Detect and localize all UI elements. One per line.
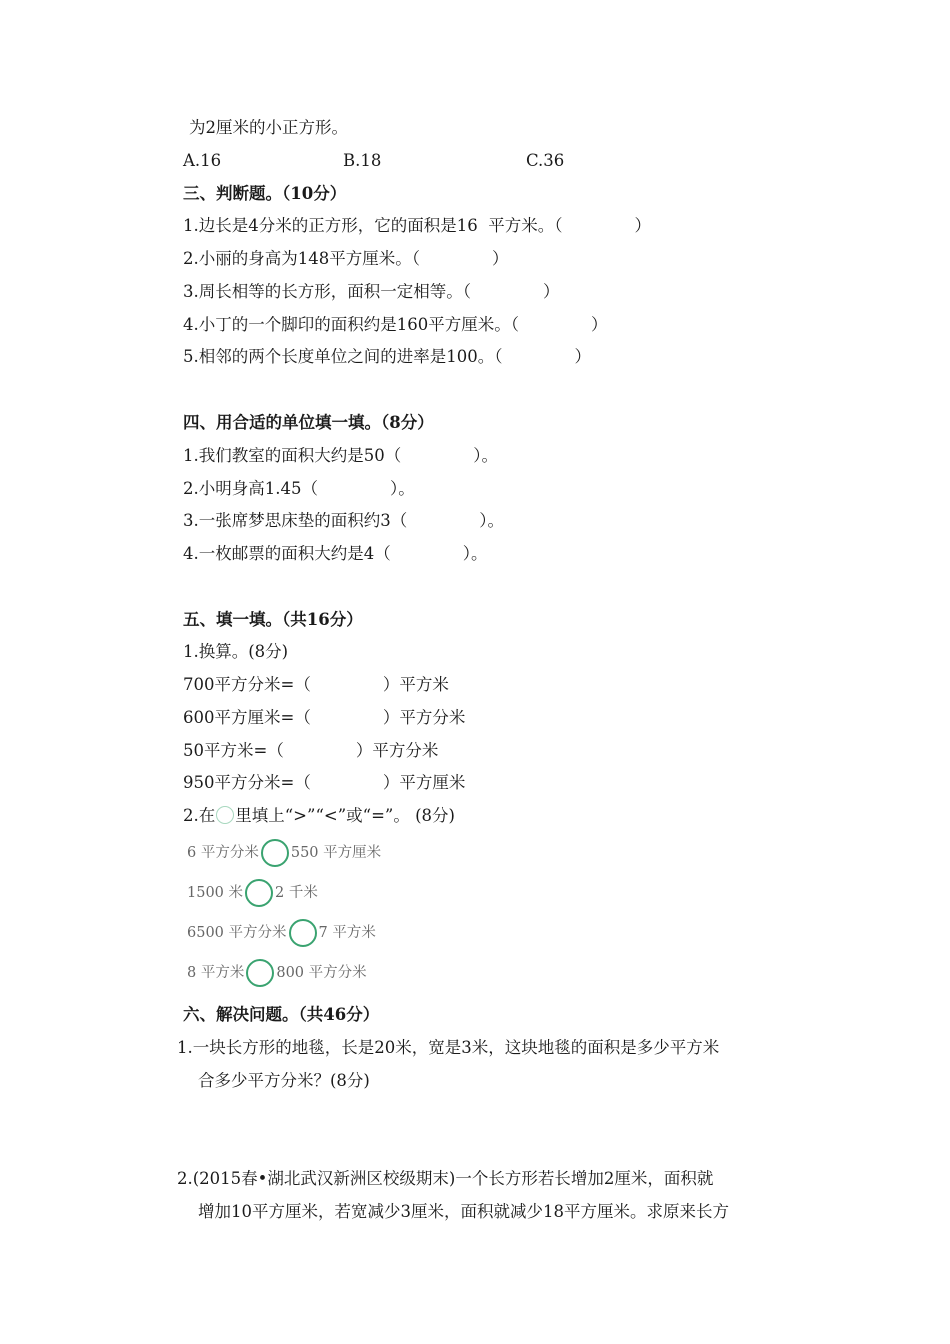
judge-item-3: 3.周长相等的长方形，面积一定相等。（ ） <box>183 282 560 301</box>
problem-1-line-1: 1.一块长方形的地毯，长是20米，宽是3米，这块地毯的面积是多少平方米 <box>177 1038 720 1057</box>
judge-item-1: 1.边长是4分米的正方形，它的面积是16 平方米。（ ） <box>183 216 651 235</box>
compare-circle-3[interactable] <box>289 919 317 947</box>
judge-item-5: 5.相邻的两个长度单位之间的进率是100。（ ） <box>183 347 591 366</box>
compare-row-4: 8 平方米 800 平方分米 <box>187 959 367 987</box>
unit-item-2: 2.小明身高1.45（ ）。 <box>183 479 415 498</box>
question-continuation: 为2厘米的小正方形。 <box>189 118 348 137</box>
conversion-heading: 1.换算。(8分) <box>183 642 289 661</box>
compare-circle-4[interactable] <box>246 959 274 987</box>
judge-item-4: 4.小丁的一个脚印的面积约是160平方厘米。（ ） <box>183 315 608 334</box>
section-3-title: 三、判断题。（10分） <box>183 184 347 203</box>
problem-2-line-1: 2.(2015春•湖北武汉新洲区校级期末)一个长方形若长增加2厘米，面积就 <box>177 1169 714 1188</box>
compare-row-2: 1500 米 2 千米 <box>187 879 318 907</box>
section-4-title: 四、用合适的单位填一填。（8分） <box>183 413 434 432</box>
conversion-item-2: 600平方厘米=（ ）平方分米 <box>183 708 466 727</box>
option-b: B.18 <box>343 151 382 170</box>
conversion-item-4: 950平方分米=（ ）平方厘米 <box>183 773 466 792</box>
compare-circle-2[interactable] <box>245 879 273 907</box>
compare-circle-1[interactable] <box>261 839 289 867</box>
option-a: A.16 <box>183 151 222 170</box>
section-6-title: 六、解决问题。（共46分） <box>183 1005 380 1024</box>
option-c: C.36 <box>526 151 565 170</box>
unit-item-1: 1.我们教室的面积大约是50（ ）。 <box>183 446 498 465</box>
unit-item-4: 4.一枚邮票的面积大约是4（ ）。 <box>183 544 488 563</box>
conversion-item-1: 700平方分米=（ ）平方米 <box>183 675 449 694</box>
compare-row-3: 6500 平方分米 7 平方米 <box>187 919 376 947</box>
unit-item-3: 3.一张席梦思床垫的面积约3（ ）。 <box>183 511 504 530</box>
conversion-item-3: 50平方米=（ ）平方分米 <box>183 741 439 760</box>
compare-row-1: 6 平方分米 550 平方厘米 <box>187 839 381 867</box>
section-5-title: 五、填一填。（共16分） <box>183 610 363 629</box>
judge-item-2: 2.小丽的身高为148平方厘米。（ ） <box>183 249 509 268</box>
problem-1-line-2: 合多少平方分米？(8分) <box>198 1071 370 1090</box>
problem-2-line-2: 增加10平方厘米，若宽减少3厘米，面积就减少18平方厘米。求原来长方 <box>198 1202 729 1221</box>
compare-heading: 2.在 里填上“>”“<”或“=”。 (8分) <box>183 806 455 825</box>
circle-blank-icon <box>216 806 234 824</box>
